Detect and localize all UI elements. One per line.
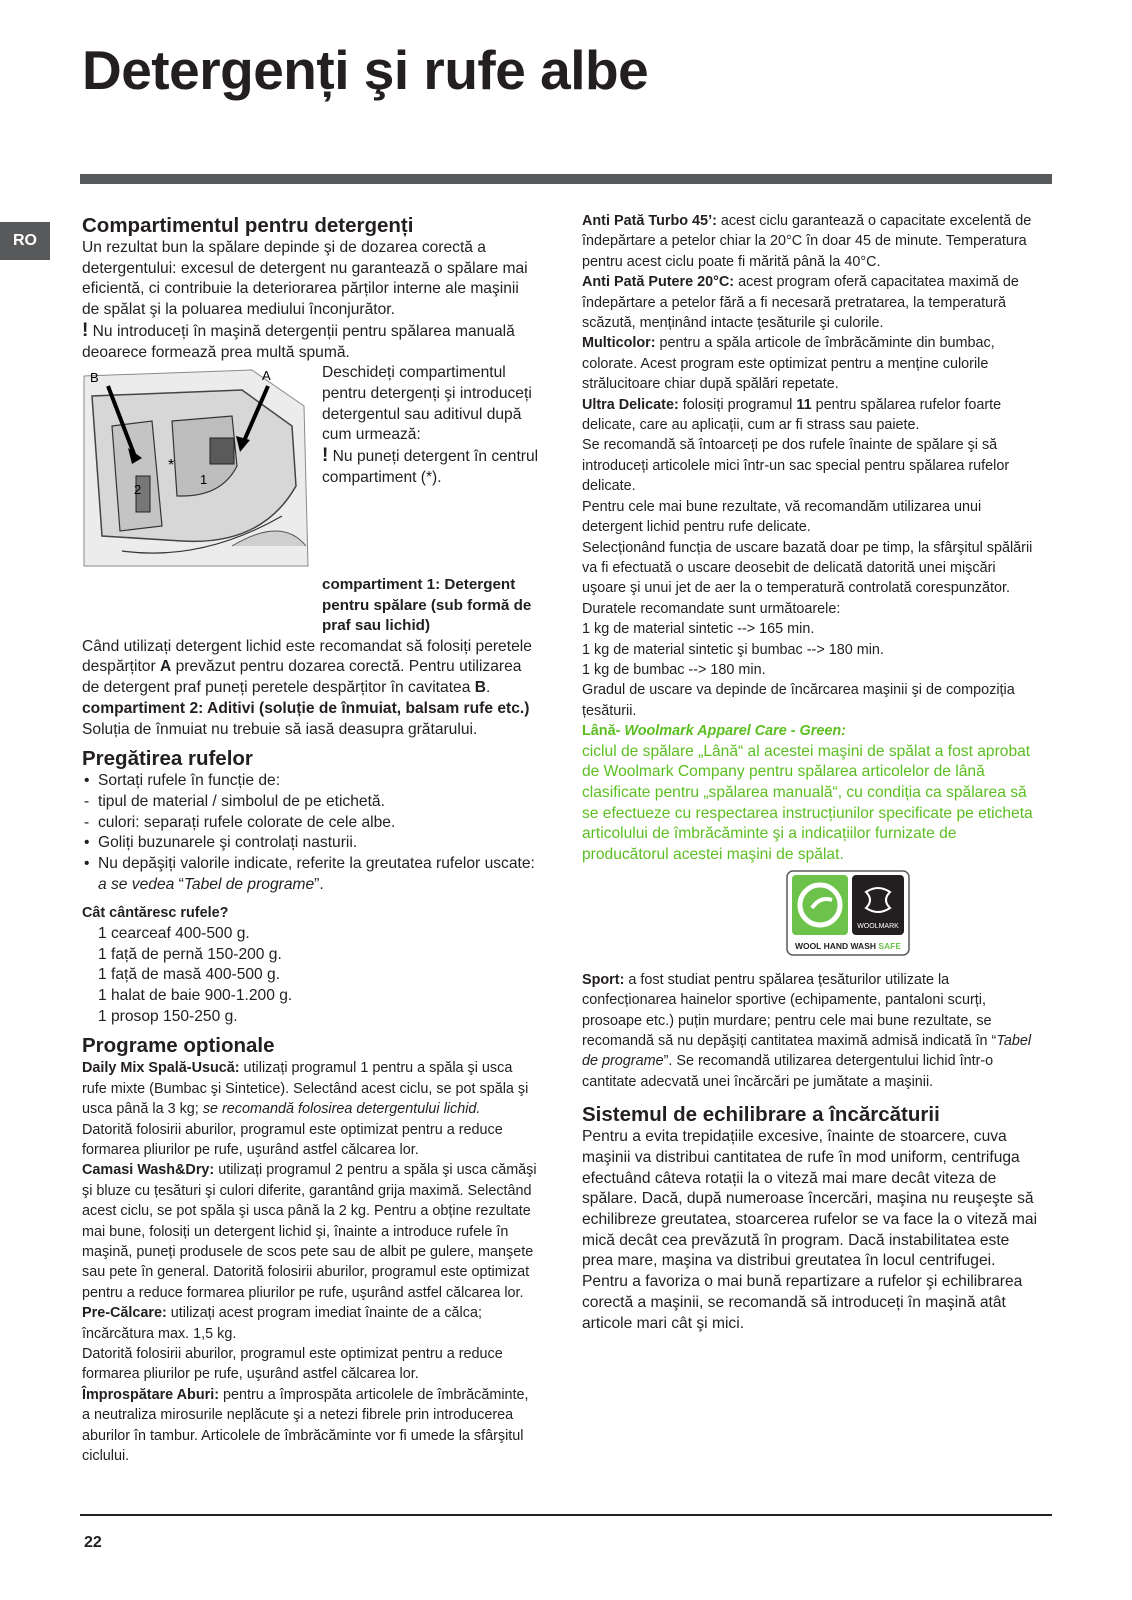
- precalcare-text: Pre-Călcare: utilizați acest program imediat înainte de a călca; încărcătura max. 1,5 kg.: [82, 1305, 482, 1342]
- center-warning: ! Nu puneți detergent în centrul compartiment (*).: [322, 445, 539, 486]
- list-item: 1 față de pernă 150-200 g.: [98, 945, 282, 963]
- compartment-2-heading: compartiment 2: Aditivi (soluție de înmuiat, balsam rufe etc.): [82, 699, 530, 717]
- language-tab: RO: [0, 222, 50, 260]
- svg-text:WOOL HAND WASH SAFE: WOOL HAND WASH SAFE: [794, 940, 902, 951]
- ultra-delicate-text: Ultra Delicate: folosiți programul 11 pentru spălarea rufelor foarte delicate, care au aplicații, cum ar fi strass sau paiete.: [582, 396, 1002, 434]
- detergent-drawer-illustration: [82, 366, 312, 571]
- woolmark-icon: [786, 870, 910, 956]
- figure-side-text: [322, 363, 540, 488]
- list-item: 1 prosop 150-250 g.: [98, 1007, 238, 1025]
- detergent-heading: Compartimentul pentru detergenți: [82, 214, 414, 237]
- ultra-delicate-p3: Pentru cele mai bune rezultate, vă recomandăm utilizarea unui detergent lichid pentru rufe delicate.: [582, 498, 982, 536]
- wool-heading: Lână- Woolmark Apparel Care - Green:: [582, 723, 846, 740]
- page-title: Detergenți şi rufe albe: [82, 39, 649, 101]
- ultra-delicate-p2: Se recomandă să întoarceți pe dos rufele înainte de spălare şi să introduceți articolele mici într-un sac special pentru spălarea rufelor delicate.: [582, 437, 1010, 495]
- compartment-1-heading: compartiment 1: Detergent pentru spălare (sub formă de praf sau lichid): [322, 576, 532, 635]
- figure-label-star: *: [168, 457, 175, 475]
- camasi-text: Camasi Wash&Dry: utilizați programul 2 pentru a spăla şi usca cămăşi şi bluze cu țesături şi culori diferite, garantând grija maximă. Selectând acest ciclu, se pot spăla şi usca până la 2 kg. Pentru a obține rezultate mai bune, folosiți un detergent lichid şi, înainte a introduce rufele în maşină, puneți produsele de scos pete sau de albit pe gulere, manşete sau pete în general. Datorită folosirii aburilor, programul este optimizat pentru a reduce formarea pliurilor pe rufe, uşurând astfel călcarea lor.: [82, 1162, 537, 1301]
- warning-icon: !: [82, 319, 89, 341]
- detergent-warning: ! Nu introduceți în maşină detergenții pentru spălarea manuală deoarece formează prea multă spumă.: [82, 319, 515, 361]
- precalcare-note: Datorită folosirii aburilor, programul este optimizat pentru a reduce formarea pliurilor pe rufe, uşurând astfel călcarea lor.: [82, 1346, 503, 1383]
- list-item: - tipul de material / simbolul de pe etichetă.: [82, 792, 540, 813]
- laundry-prep-heading: Pregătirea rufelor: [82, 747, 253, 771]
- antipata45-text: Anti Pată Turbo 45’: acest ciclu garantează o capacitate excelentă de îndepărtare a petelor chiar la 20°C în doar 45 de minute. Temperatura pentru acest ciclu poate fi mărită până la 40°C.: [582, 213, 1032, 270]
- list-item: • Nu depăşiți valorile indicate, referite la greutatea rufelor uscate: a se vedea “Tabel de programe”.: [82, 854, 540, 895]
- daily-mix-text: Daily Mix Spală-Usucă: utilizați programul 1 pentru a spăla şi usca rufe mixte (Bumbac şi Sintetice). Selectând acest ciclu, se pot spăla şi usca până la 3 kg; se recomandă folosirea detergentului lichid.: [82, 1060, 529, 1118]
- woolmark-logo: [786, 870, 910, 956]
- list-item: • Sortați rufele în funcție de:: [82, 771, 540, 792]
- compartment-1-text: Când utilizați detergent lichid este recomandat să folosiți peretele despărțitor A prevăzut pentru dozarea corectă. Pentru utilizarea de detergent praf puneți peretele despărțitor în cavitatea B.: [82, 637, 532, 697]
- svg-text:WOOLMARK: WOOLMARK: [857, 922, 899, 930]
- dispenser-figure-block: [82, 363, 540, 575]
- list-item: 1 cearceaf 400-500 g.: [98, 924, 250, 942]
- list-item: 1 halat de baie 900-1.200 g.: [98, 986, 293, 1004]
- improspatare-text: Împrospătare Aburi: pentru a împrospăta articolele de îmbrăcăminte, a neutraliza mirosurile neplăcute şi a netezi fibrele prin introducerea aburilor în tambur. Articolele de îmbrăcăminte vor fi umede la sfârşitul ciclului.: [82, 1386, 529, 1465]
- figure-label-a: A: [262, 368, 271, 384]
- balance-heading: Sistemul de echilibrare a încărcăturii: [582, 1103, 940, 1127]
- durations-intro: Duratele recomandate sunt următoarele:: [582, 600, 841, 617]
- antipata20-text: Anti Pată Putere 20°C: acest program oferă capacitatea maximă de îndepărtare a petelor fără a fi necesară pretratarea, la temperatură scăzută, menținând intacte țesăturile şi culorile.: [582, 274, 1019, 332]
- list-item: 1 față de masă 400-500 g.: [98, 966, 281, 984]
- left-column: [82, 213, 540, 1467]
- laundry-prep-list: [82, 771, 540, 895]
- duration-item: 1 kg de bumbac --> 180 min.: [582, 661, 766, 678]
- sport-text: Sport: a fost studiat pentru spălarea țesăturilor utilizate la confecționarea hainelor sportive (echipamente, pantaloni scurți, prosoape etc.) puțin murdare; pentru cele mai bune rezultate, se recomandă să nu depăşiți cantitatea maximă admisă indicată în “Tabel de programe”. Se recomandă utilizarea detergentului lichid într-o cantitate adecvată unei încărcări pe jumătate a maşinii.: [582, 971, 1032, 1090]
- list-item: - culori: separați rufele colorate de cele albe.: [82, 813, 540, 834]
- detergent-intro: Un rezultat bun la spălare depinde şi de dozarea corectă a detergentului: excesul de detergent nu garantează o spălare mai eficientă, ci contribuie la deteriorarea părților interne ale maşinii de spălat şi la poluarea mediului înconjurător.: [82, 239, 528, 319]
- figure-label-1: 1: [200, 472, 208, 488]
- multicolor-text: Multicolor: pentru a spăla articole de îmbrăcăminte din bumbac, colorate. Acest program este optimizat pentru a menține culorile strălucitoare chiar după spălări repetate.: [582, 335, 995, 393]
- daily-mix-note: Datorită folosirii aburilor, programul este optimizat pentru a reduce formarea pliurilor pe rufe, uşurând astfel călcarea lor.: [82, 1121, 503, 1158]
- duration-item: 1 kg de material sintetic --> 165 min.: [582, 621, 815, 638]
- open-compartment-text: Deschideți compartimentul pentru detergenți şi introduceți detergentul sau aditivul după cum urmează:: [322, 364, 532, 444]
- durations-note: Gradul de uscare va depinde de încărcarea maşinii şi de compoziția țesăturii.: [582, 682, 1015, 719]
- page-number: 22: [84, 1534, 102, 1551]
- footer-divider: [80, 1514, 1052, 1516]
- title-divider: [80, 174, 1052, 184]
- right-column-content: [582, 211, 1038, 1334]
- balance-text: Pentru a evita trepidațiile excesive, înainte de stoarcere, cuva maşinii va distribui cantitatea de rufe în mod uniform, centrifuga efectuând câteva rotații la o viteză mai mare decât viteza de spălare. Dacă, după numeroase încercări, maşina nu reuşeşte să echilibreze greutatea, stoarcerea rufelor se va face la o viteză mai mică decât cea prevăzută în program. Dacă instabilitatea este prea mare, maşina va distribui greutatea în locul centrifugei. Pentru a favoriza o mai bună repartizare a rufelor şi echilibrarea corectă a maşinii, se recomandă să introduceți în maşină atât articole mari cât şi mici.: [582, 1128, 1038, 1332]
- figure-label-2: 2: [134, 482, 142, 498]
- warning-icon: !: [322, 445, 329, 467]
- optional-programs-heading: Programe optionale: [82, 1034, 275, 1058]
- wool-text: ciclul de spălare „Lână“ al acestei maşini de spălat a fost aprobat de Woolmark Company pentru spălarea articolelor de lână clasificate pentru „spălarea manuală“, cu condiția ca spălarea să se efectueze cu respectarea instrucțiunilor specificate pe eticheta articolului de îmbrăcăminte şi a indicațiilor furnizate de producătorul acestei maşini de spălat.: [582, 742, 1033, 864]
- compartment-2-text: Soluția de înmuiat nu trebuie să iasă deasupra grătarului.: [82, 720, 478, 738]
- duration-item: 1 kg de material sintetic şi bumbac --> 180 min.: [582, 641, 884, 658]
- weights-heading: Cât cântăresc rufele?: [82, 905, 229, 922]
- list-item: • Goliți buzunarele şi controlați nasturii.: [82, 833, 540, 854]
- figure-label-b: B: [90, 370, 99, 386]
- ultra-delicate-p4: Selecționând funcția de uscare bazată doar pe timp, la sfârşitul spălării va fi efectuată o uscare deosebit de delicată datorită unei mişcări uşoare şi unui jet de aer la o temperatură controlată corespunzător.: [582, 539, 1033, 597]
- weights-list: [82, 924, 540, 1028]
